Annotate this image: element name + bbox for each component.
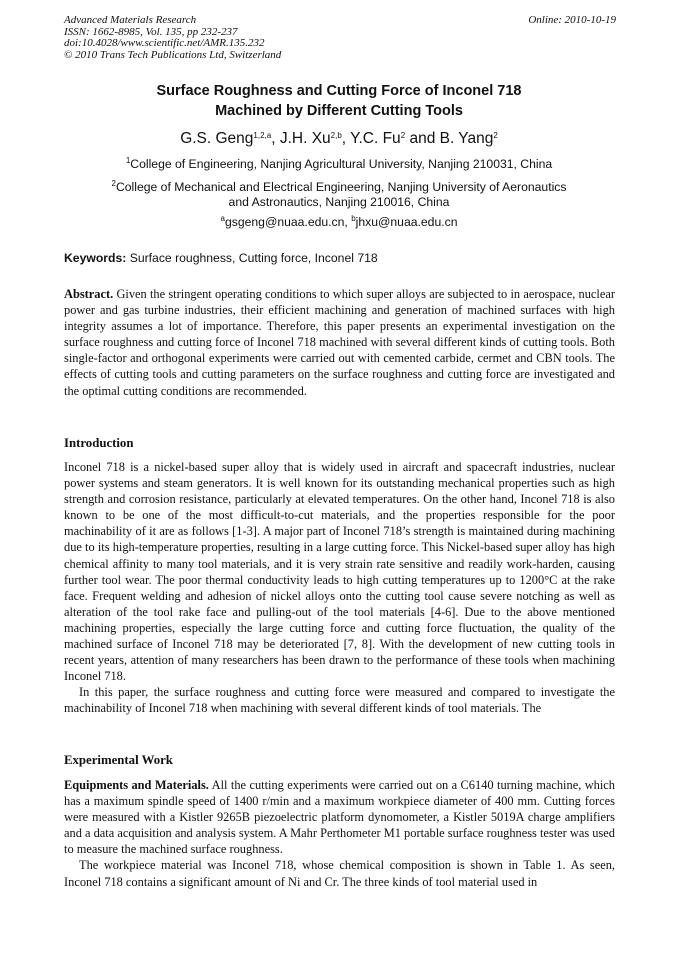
email-b-sup: b bbox=[351, 214, 356, 223]
author-name: B. Yang bbox=[439, 130, 494, 147]
intro-paragraph-2: In this paper, the surface roughness and cutting force were measured and compared to investigate the machinability of Inconel 718 when machining with several different kinds of tool materials. The bbox=[64, 685, 615, 716]
author-name: J.H. Xu bbox=[279, 130, 331, 147]
experimental-heading: Experimental Work bbox=[64, 753, 173, 767]
affiliation-2 bbox=[60, 180, 618, 210]
affil-2-sup: 2 bbox=[111, 179, 116, 188]
author-affil-sup: 2 bbox=[493, 131, 498, 140]
abstract-text: Given the stringent operating conditions to which super alloys are subjected to in aerospace, nuclear power and gas turbine industries, their efficient machining and generation of machined surfaces with high integrity assumes a lot of importance. Therefore, this paper presents an experimental investigation on the surface roughness and cutting force of Inconel 718 machined with several different kinds of cutting tools. Both single-factor and orthogonal experiments were carried out with cemented carbide, cermet and CBN tools. The effects of cutting tools and cutting parameters on the surface roughness and cutting force are investigated and the optimal cutting conditions are recommended. bbox=[64, 287, 615, 398]
title-line-1: Surface Roughness and Cutting Force of Inconel 718 bbox=[156, 83, 522, 99]
exp-paragraph-2: The workpiece material was Inconel 718, whose chemical composition is shown in Table 1. As seen, Inconel 718 contains a significant amount of Ni and Cr. The three kinds of tool material used in bbox=[64, 858, 615, 889]
author-affil-sup: 1,2,a bbox=[253, 131, 272, 140]
affil-1-sup: 1 bbox=[125, 156, 131, 165]
journal-header bbox=[64, 15, 384, 61]
author-name: Y.C. Fu bbox=[350, 130, 401, 147]
online-date: Online: 2010-10-19 bbox=[528, 14, 616, 26]
author-affil-sup: 2,b bbox=[330, 131, 342, 140]
author-list bbox=[60, 128, 618, 150]
abstract-label: Abstract. bbox=[64, 287, 114, 301]
equipments-label: Equipments and Materials. bbox=[64, 778, 209, 792]
introduction-heading: Introduction bbox=[64, 436, 134, 450]
abstract bbox=[64, 286, 615, 399]
email-a: gsgeng@nuaa.edu.cn, bbox=[224, 215, 348, 229]
author-sep: and bbox=[405, 130, 440, 147]
title-line-2: Machined by Different Cutting Tools bbox=[215, 103, 463, 119]
paper-title bbox=[60, 81, 618, 121]
author-sep: , bbox=[271, 130, 280, 147]
affil-2-line-2: and Astronautics, Nanjing 210016, China bbox=[228, 195, 450, 209]
author-emails bbox=[60, 215, 618, 230]
keywords-label: Keywords: bbox=[64, 251, 127, 265]
author-name: G.S. Geng bbox=[180, 130, 254, 147]
affil-2-line-1: College of Mechanical and Electrical Engineering, Nanjing University of Aeronautics bbox=[115, 180, 567, 194]
exp-paragraph-1-text: All the cutting experiments were carried out on a C6140 turning machine, which has a maximum spindle speed of 1400 r/min and a maximum workpiece diameter of 400 mm. Cutting forces were measured with a Kistler 9265B piezoelectric platform dynomometer, a Kistler 5019A charge amplifiers and a data acquisition and analysis system. A Mahr Perthometer M1 portable surface roughness tester was used to measure the machined surface roughness. bbox=[64, 778, 615, 857]
affiliation-1 bbox=[60, 157, 618, 172]
intro-paragraph-1: Inconel 718 is a nickel-based super alloy that is widely used in aircraft and spacecraft industries, nuclear power systems and steam generators. It is well known for its outstanding mechanical properties such as high strength and corrosion resistance, particularly at elevated temperatures. On the other hand, Inconel 718 is also known to be one of the most difficult-to-cut materials, and the properties responsible for the poor machinability of it are as follows [1-3]. A major part of Inconel 718’s strength is maintained during machining due to its high-temperature properties, resulting in a large cutting force. This Nickel-based super alloy has high chemical affinity to many tool materials, and it is very strain rate sensitive and readily work-harden, causing further tool wear. The poor thermal conductivity leads to high cutting temperatures up to 1200°C at the rake face. Frequent welding and adhesion of nickel alloys onto the cutting tool cause severe notching as well as alteration of the tool rake face and pulling-out of the tool materials [4-6]. Due to the above mentioned machining properties, especially the large cutting force and cutting force fluctuation, the quality of the machined surface of Inconel 718 may be deteriorated [7, 8]. With the development of new cutting tools in recent years, attention of many researchers has been drawn to the performance of these tools when machining Inconel 718. bbox=[64, 460, 615, 684]
author-affil-sup: 2 bbox=[400, 131, 406, 140]
email-b: jhxu@nuaa.edu.cn bbox=[355, 215, 458, 229]
author-sep: , bbox=[341, 130, 351, 147]
keywords bbox=[64, 251, 616, 266]
keywords-text: Surface roughness, Cutting force, Inconel 718 bbox=[126, 251, 378, 265]
email-a-sup: a bbox=[220, 214, 225, 223]
doi-line: doi:10.4028/www.scientific.net/AMR.135.232 bbox=[64, 37, 265, 49]
copyright-line: © 2010 Trans Tech Publications Ltd, Switzerland bbox=[64, 48, 282, 61]
experimental-body bbox=[64, 777, 615, 890]
journal-name: Advanced Materials Research bbox=[64, 14, 197, 26]
issn-line: ISSN: 1662-8985, Vol. 135, pp 232-237 bbox=[64, 25, 238, 38]
affil-1-text: College of Engineering, Nanjing Agricultural University, Nanjing 210031, China bbox=[130, 157, 553, 171]
exp-paragraph-1 bbox=[64, 777, 615, 857]
introduction-body bbox=[64, 459, 615, 717]
